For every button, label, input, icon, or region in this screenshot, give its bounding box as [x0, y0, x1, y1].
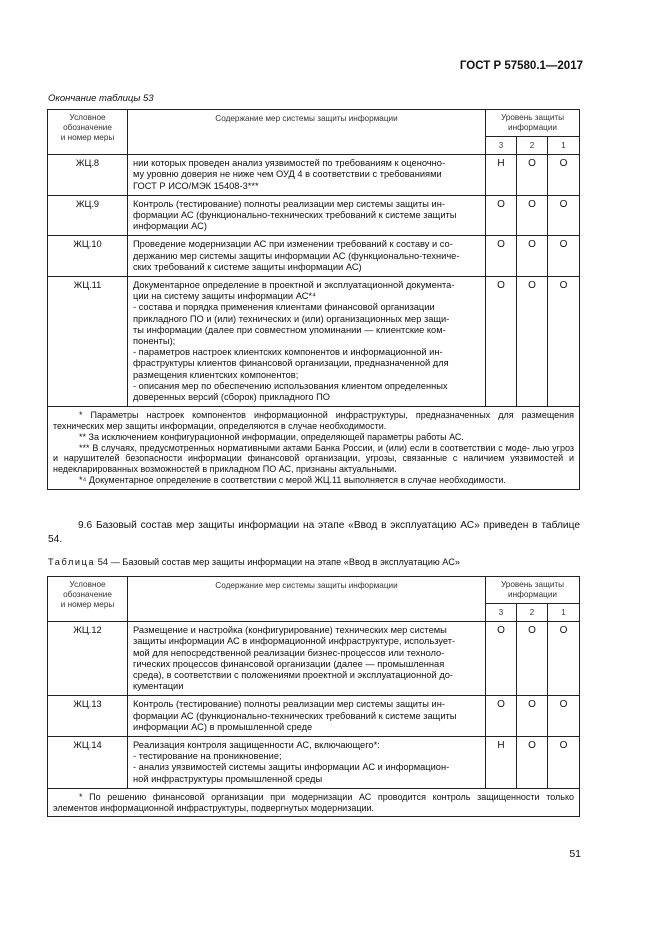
col-header-level: Уровень защиты информации	[486, 110, 580, 137]
measure-content: Проведение модернизации АС при изменении требований к составу и со- держанию мер системы защиты информации АС (функционально-техниче- ских требований к системе защиты информации АС)	[128, 236, 486, 277]
footnote: * Параметры настроек компонентов информационной инфраструктуры, предназначенных для размещения технических мер защиты информации, определяются в случае необходимости.	[53, 410, 575, 432]
level-2-value: О	[517, 155, 548, 196]
table-row	[48, 622, 580, 696]
footnote: * По решению финансовой организации при модернизации АС проводится контроль защищенности только элементов информационной инфраструктуры, подвергнутых модернизации.	[53, 791, 575, 813]
level-2-header: 2	[517, 604, 548, 622]
table-notes-row	[48, 788, 580, 817]
table-row	[48, 696, 580, 737]
level-3-value: О	[486, 195, 517, 236]
level-1-value: О	[548, 155, 580, 196]
table-54	[47, 576, 580, 817]
level-2-value: О	[517, 277, 548, 407]
measure-code: ЖЦ.14	[48, 737, 128, 789]
level-1-value: О	[548, 236, 580, 277]
table-row	[48, 236, 580, 277]
measure-code: ЖЦ.10	[48, 236, 128, 277]
level-1-value: О	[548, 277, 580, 407]
measure-content: Документарное определение в проектной и эксплуатационной документа- ции на систему защиты информации АС*⁴ - состава и порядка применения клиентами финансовой организации прикладного ПО и (или) технических и (или) организационных мер защи- ты информации (далее при совместном упоминании — клиентские ком- поненты); - параметров настроек клиентских компонентов и информационной ин- фраструктуры клиентов финансовой организации, предназначенной для размещения клиентских компонентов; - описания мер по обеспечению использования клиентом определенных доверенных версий (сборок) прикладного ПО	[128, 277, 486, 407]
level-3-header: 3	[486, 137, 517, 155]
table-53	[47, 109, 580, 490]
page-number: 51	[569, 848, 581, 860]
level-1-value: О	[548, 737, 580, 789]
measure-content: Контроль (тестирование) полноты реализации мер системы защиты ин- формации АС (функционально-технических требований к системе защиты информации АС)	[128, 195, 486, 236]
measure-content: Размещение и настройка (конфигурирование) технических мер системы защиты информации АС в информационной инфраструктуре, использует- мой для непосредственной реализации бизнес-процессов или техноло- гических процессов финансовой организации (далее — промышленная среда), в соответствии с положениями проектной и эксплуатационной до- кументации	[128, 622, 486, 696]
table-row	[48, 737, 580, 789]
footnote: *⁴ Документарное определение в соответствии с мерой ЖЦ.11 выполняется в случае необходимости.	[79, 475, 506, 486]
level-1-value: О	[548, 195, 580, 236]
col-header-content: Содержание мер системы защиты информации	[128, 110, 486, 155]
level-3-header: 3	[486, 604, 517, 622]
table-row	[48, 195, 580, 236]
measure-code: ЖЦ.13	[48, 696, 128, 737]
measure-content: Реализация контроля защищенности АС, включающего*: - тестирование на проникновение; - анализ уязвимостей системы защиты информации АС и информацион- ной инфраструктуры промышленной среды	[128, 737, 486, 789]
table54-caption: Таблица 54 — Базовый состав мер защиты информации на этапе «Ввод в эксплуатацию АС»	[48, 557, 460, 567]
col-header-level: Уровень защиты информации	[486, 577, 580, 604]
standard-header: ГОСТ Р 57580.1—2017	[459, 60, 583, 72]
level-3-value: О	[486, 622, 517, 696]
level-2-value: О	[517, 696, 548, 737]
footnote: ** За исключением конфигурационной информации, определяющей параметры работы АС.	[79, 431, 464, 442]
level-1-header: 1	[548, 604, 580, 622]
footnote: *** В случаях, предусмотренных нормативными актами Банка России, и (или) если в соответствии с моде- лью угроз и нарушителей безопасности информации финансовой организации, угрозы, связанные с наличием уязвимостей и недекларированных возможностей в прикладном ПО АС, признаны актуальными.	[53, 442, 575, 475]
table-row	[48, 277, 580, 407]
table-notes	[48, 407, 580, 490]
level-2-value: О	[517, 195, 548, 236]
col-header-content: Содержание мер системы защиты информации	[128, 577, 486, 622]
level-3-value: Н	[486, 737, 517, 789]
level-1-value: О	[548, 622, 580, 696]
measure-content: нии которых проведен анализ уязвимостей по требованиям к оценочно- му уровню доверия не ниже чем ОУД 4 в соответствии с требованиями ГОСТ Р ИСО/МЭК 15408-3***	[128, 155, 486, 196]
level-1-header: 1	[548, 137, 580, 155]
col-header-code: Условное обозначение и номер меры	[48, 577, 128, 622]
body-paragraph: 9.6 Базовый состав мер защиты информации на этапе «Ввод в эксплуатацию АС» приведен в таблице 54.	[48, 520, 580, 545]
measure-code: ЖЦ.11	[48, 277, 128, 407]
level-3-value: О	[486, 696, 517, 737]
measure-code: ЖЦ.12	[48, 622, 128, 696]
level-2-value: О	[517, 622, 548, 696]
level-1-value: О	[548, 696, 580, 737]
col-header-code: Условное обозначение и номер меры	[48, 110, 128, 155]
table-notes-row	[48, 407, 580, 490]
level-3-value: О	[486, 236, 517, 277]
level-2-header: 2	[517, 137, 548, 155]
measure-content: Контроль (тестирование) полноты реализации мер системы защиты ин- формации АС (функционально-технических требований к системе защиты информации АС) в промышленной среде	[128, 696, 486, 737]
level-2-value: О	[517, 737, 548, 789]
measure-code: ЖЦ.8	[48, 155, 128, 196]
table-notes	[48, 788, 580, 817]
table53-caption: Окончание таблицы 53	[48, 93, 154, 104]
level-3-value: Н	[486, 155, 517, 196]
measure-code: ЖЦ.9	[48, 195, 128, 236]
table-row	[48, 155, 580, 196]
level-3-value: О	[486, 277, 517, 407]
level-2-value: О	[517, 236, 548, 277]
